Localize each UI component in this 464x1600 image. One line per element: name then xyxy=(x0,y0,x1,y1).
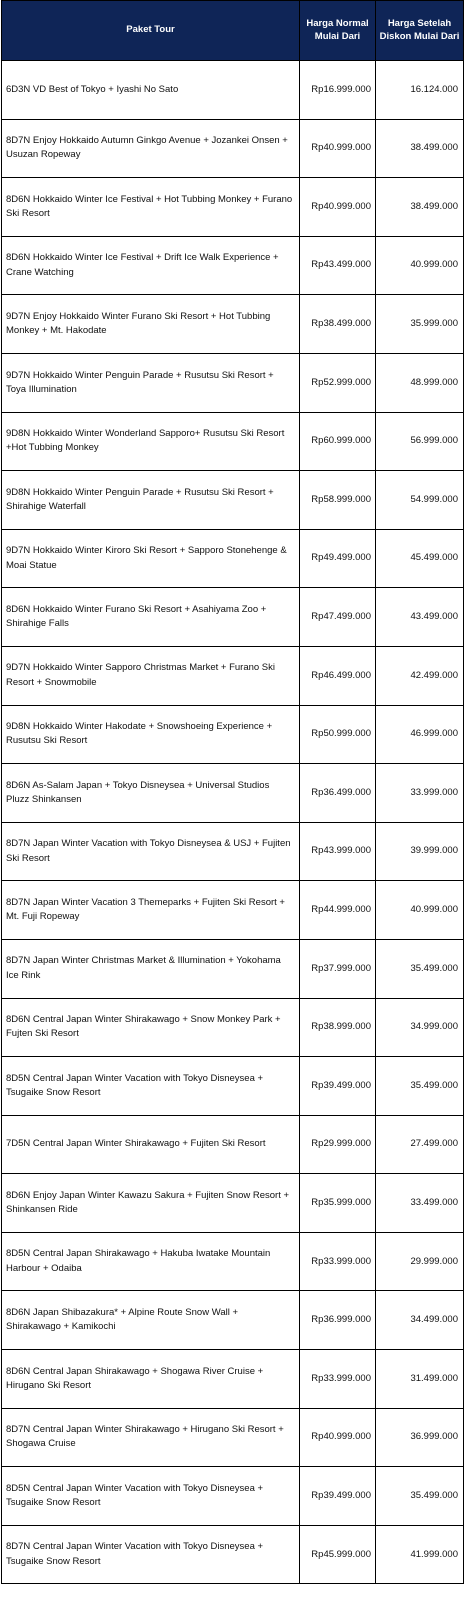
table-row xyxy=(2,764,464,823)
table-row xyxy=(2,412,464,471)
header-discount-price: Harga Setelah Diskon Mulai Dari xyxy=(376,1,464,61)
table-body xyxy=(2,61,464,1584)
normal-price-cell: Rp52.999.000 xyxy=(300,353,376,412)
package-cell: 8D7N Japan Winter Vacation 3 Themeparks + Fujiten Ski Resort + Mt. Fuji Ropeway xyxy=(2,881,300,940)
package-cell: 8D7N Central Japan Winter Shirakawago + Hirugano Ski Resort + Shogawa Cruise xyxy=(2,1408,300,1467)
table-row xyxy=(2,529,464,588)
normal-price-cell: Rp46.499.000 xyxy=(300,646,376,705)
normal-price-cell: Rp39.499.000 xyxy=(300,1467,376,1526)
package-cell: 8D6N Hokkaido Winter Furano Ski Resort + Asahiyama Zoo + Shirahige Falls xyxy=(2,588,300,647)
table-row xyxy=(2,1408,464,1467)
discount-price-cell: 34.999.000 xyxy=(376,998,464,1057)
discount-price-cell: 40.999.000 xyxy=(376,236,464,295)
package-cell: 8D6N Japan Shibazakura* + Alpine Route Snow Wall + Shirakawago + Kamikochi xyxy=(2,1291,300,1350)
package-cell: 7D5N Central Japan Winter Shirakawago + Fujiten Ski Resort xyxy=(2,1115,300,1174)
package-cell: 9D7N Hokkaido Winter Kiroro Ski Resort + Sapporo Stonehenge & Moai Statue xyxy=(2,529,300,588)
table-row xyxy=(2,178,464,237)
table-row xyxy=(2,236,464,295)
normal-price-cell: Rp47.499.000 xyxy=(300,588,376,647)
header-normal-price: Harga Normal Mulai Dari xyxy=(300,1,376,61)
package-cell: 8D6N Hokkaido Winter Ice Festival + Drift Ice Walk Experience + Crane Watching xyxy=(2,236,300,295)
discount-price-cell: 45.499.000 xyxy=(376,529,464,588)
table-row xyxy=(2,822,464,881)
table-row xyxy=(2,1525,464,1584)
package-cell: 8D6N Central Japan Winter Shirakawago + Snow Monkey Park + Fujten Ski Resort xyxy=(2,998,300,1057)
package-cell: 8D5N Central Japan Winter Vacation with Tokyo Disneysea + Tsugaike Snow Resort xyxy=(2,1057,300,1116)
discount-price-cell: 40.999.000 xyxy=(376,881,464,940)
header-row xyxy=(2,1,464,61)
package-cell: 8D7N Japan Winter Vacation with Tokyo Disneysea & USJ + Fujiten Ski Resort xyxy=(2,822,300,881)
normal-price-cell: Rp38.999.000 xyxy=(300,998,376,1057)
normal-price-cell: Rp43.999.000 xyxy=(300,822,376,881)
package-cell: 9D8N Hokkaido Winter Hakodate + Snowshoeing Experience + Rusutsu Ski Resort xyxy=(2,705,300,764)
normal-price-cell: Rp38.499.000 xyxy=(300,295,376,354)
discount-price-cell: 35.499.000 xyxy=(376,1467,464,1526)
normal-price-cell: Rp35.999.000 xyxy=(300,1174,376,1233)
package-cell: 9D7N Hokkaido Winter Penguin Parade + Rusutsu Ski Resort + Toya Illumination xyxy=(2,353,300,412)
package-cell: 8D6N Enjoy Japan Winter Kawazu Sakura + Fujiten Snow Resort + Shinkansen Ride xyxy=(2,1174,300,1233)
package-cell: 8D6N Central Japan Shirakawago + Shogawa River Cruise + Hirugano Ski Resort xyxy=(2,1350,300,1409)
normal-price-cell: Rp39.499.000 xyxy=(300,1057,376,1116)
discount-price-cell: 35.999.000 xyxy=(376,295,464,354)
table-row xyxy=(2,1057,464,1116)
table-row xyxy=(2,646,464,705)
package-cell: 8D5N Central Japan Shirakawago + Hakuba Iwatake Mountain Harbour + Odaiba xyxy=(2,1232,300,1291)
discount-price-cell: 43.499.000 xyxy=(376,588,464,647)
tour-price-table xyxy=(1,0,464,1584)
normal-price-cell: Rp44.999.000 xyxy=(300,881,376,940)
discount-price-cell: 35.499.000 xyxy=(376,1057,464,1116)
discount-price-cell: 33.999.000 xyxy=(376,764,464,823)
discount-price-cell: 29.999.000 xyxy=(376,1232,464,1291)
normal-price-cell: Rp49.499.000 xyxy=(300,529,376,588)
discount-price-cell: 41.999.000 xyxy=(376,1525,464,1584)
normal-price-cell: Rp45.999.000 xyxy=(300,1525,376,1584)
discount-price-cell: 48.999.000 xyxy=(376,353,464,412)
table-row xyxy=(2,588,464,647)
discount-price-cell: 35.499.000 xyxy=(376,939,464,998)
table-row xyxy=(2,1174,464,1233)
table-row xyxy=(2,1350,464,1409)
discount-price-cell: 38.499.000 xyxy=(376,119,464,178)
table-row xyxy=(2,1115,464,1174)
discount-price-cell: 36.999.000 xyxy=(376,1408,464,1467)
table-header xyxy=(2,1,464,61)
package-cell: 9D8N Hokkaido Winter Wonderland Sapporo+ Rusutsu Ski Resort +Hot Tubbing Monkey xyxy=(2,412,300,471)
normal-price-cell: Rp60.999.000 xyxy=(300,412,376,471)
discount-price-cell: 56.999.000 xyxy=(376,412,464,471)
normal-price-cell: Rp29.999.000 xyxy=(300,1115,376,1174)
package-cell: 9D8N Hokkaido Winter Penguin Parade + Rusutsu Ski Resort + Shirahige Waterfall xyxy=(2,471,300,530)
discount-price-cell: 42.499.000 xyxy=(376,646,464,705)
header-package: Paket Tour xyxy=(2,1,300,61)
table-row xyxy=(2,471,464,530)
table-row xyxy=(2,61,464,120)
package-cell: 8D6N Hokkaido Winter Ice Festival + Hot Tubbing Monkey + Furano Ski Resort xyxy=(2,178,300,237)
normal-price-cell: Rp50.999.000 xyxy=(300,705,376,764)
table-row xyxy=(2,119,464,178)
table-row xyxy=(2,998,464,1057)
table-row xyxy=(2,1467,464,1526)
normal-price-cell: Rp16.999.000 xyxy=(300,61,376,120)
table-row xyxy=(2,1232,464,1291)
package-cell: 9D7N Enjoy Hokkaido Winter Furano Ski Resort + Hot Tubbing Monkey + Mt. Hakodate xyxy=(2,295,300,354)
normal-price-cell: Rp37.999.000 xyxy=(300,939,376,998)
package-cell: 8D7N Enjoy Hokkaido Autumn Ginkgo Avenue + Jozankei Onsen + Usuzan Ropeway xyxy=(2,119,300,178)
discount-price-cell: 46.999.000 xyxy=(376,705,464,764)
discount-price-cell: 38.499.000 xyxy=(376,178,464,237)
normal-price-cell: Rp40.999.000 xyxy=(300,1408,376,1467)
discount-price-cell: 16.124.000 xyxy=(376,61,464,120)
table-row xyxy=(2,1291,464,1350)
normal-price-cell: Rp40.999.000 xyxy=(300,119,376,178)
table-row xyxy=(2,705,464,764)
table-row xyxy=(2,939,464,998)
normal-price-cell: Rp58.999.000 xyxy=(300,471,376,530)
normal-price-cell: Rp40.999.000 xyxy=(300,178,376,237)
discount-price-cell: 34.499.000 xyxy=(376,1291,464,1350)
package-cell: 8D7N Central Japan Winter Vacation with Tokyo Disneysea + Tsugaike Snow Resort xyxy=(2,1525,300,1584)
table-row xyxy=(2,295,464,354)
package-cell: 9D7N Hokkaido Winter Sapporo Christmas Market + Furano Ski Resort + Snowmobile xyxy=(2,646,300,705)
package-cell: 8D5N Central Japan Winter Vacation with Tokyo Disneysea + Tsugaike Snow Resort xyxy=(2,1467,300,1526)
discount-price-cell: 27.499.000 xyxy=(376,1115,464,1174)
package-cell: 6D3N VD Best of Tokyo + Iyashi No Sato xyxy=(2,61,300,120)
table-row xyxy=(2,353,464,412)
normal-price-cell: Rp36.999.000 xyxy=(300,1291,376,1350)
normal-price-cell: Rp33.999.000 xyxy=(300,1232,376,1291)
normal-price-cell: Rp33.999.000 xyxy=(300,1350,376,1409)
normal-price-cell: Rp36.499.000 xyxy=(300,764,376,823)
discount-price-cell: 54.999.000 xyxy=(376,471,464,530)
package-cell: 8D6N As-Salam Japan + Tokyo Disneysea + Universal Studios Pluzz Shinkansen xyxy=(2,764,300,823)
normal-price-cell: Rp43.499.000 xyxy=(300,236,376,295)
discount-price-cell: 33.499.000 xyxy=(376,1174,464,1233)
discount-price-cell: 39.999.000 xyxy=(376,822,464,881)
package-cell: 8D7N Japan Winter Christmas Market & Illumination + Yokohama Ice Rink xyxy=(2,939,300,998)
table-row xyxy=(2,881,464,940)
discount-price-cell: 31.499.000 xyxy=(376,1350,464,1409)
